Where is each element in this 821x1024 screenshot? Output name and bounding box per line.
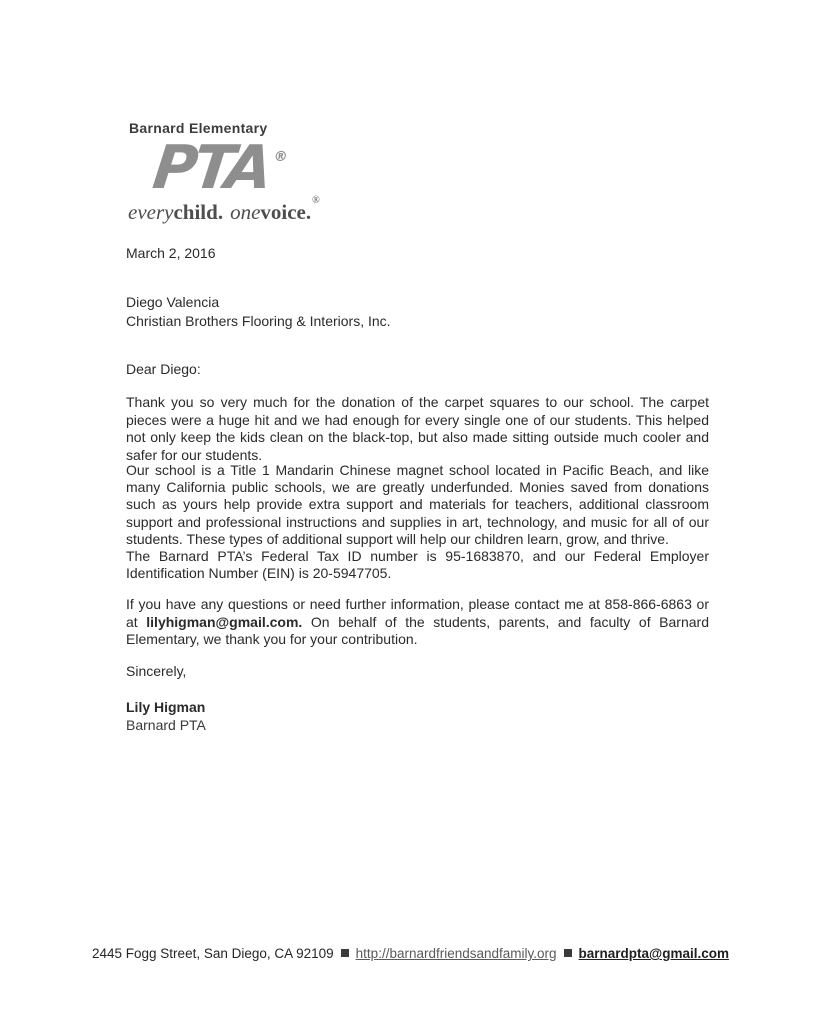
closing: Sincerely, xyxy=(126,663,187,679)
paragraph-contact xyxy=(126,596,709,649)
pta-logo-registered-mark: ® xyxy=(272,149,289,165)
recipient-name: Diego Valencia xyxy=(126,294,220,310)
tagline-every: every xyxy=(128,200,174,224)
pta-logo xyxy=(149,133,289,203)
contact-text-before: If you have any questions or need further information, please contact me at 858-866-6863 or at xyxy=(126,596,709,630)
paragraph-school-info xyxy=(126,462,709,582)
footer-address: 2445 Fogg Street, San Diego, CA 92109 xyxy=(92,946,334,961)
contact-text-after: On behalf of the students, parents, and faculty of Barnard Elementary, we thank you for your contribution. xyxy=(126,613,709,647)
tax-id-line: The Barnard PTA’s Federal Tax ID number is 95-1683870, and our Federal Employer Identification Number (EIN) is 20-5947705. xyxy=(126,548,709,582)
letterhead-org-name: Barnard Elementary xyxy=(129,120,268,136)
footer-email-link: barnardpta@gmail.com xyxy=(578,946,729,961)
signer-organization: Barnard PTA xyxy=(126,717,206,733)
footer xyxy=(0,946,821,961)
tagline-child: child. xyxy=(173,200,224,224)
paragraph-thank-you: Thank you so very much for the donation of the carpet squares to our school. The carpet pieces were a huge hit and we had enough for every single one of our students. This helped not only keep the kids clean on the black-top, but also made sitting outside much cooler and safer for our students. xyxy=(126,394,709,463)
tagline-registered-mark: ® xyxy=(312,195,320,206)
paragraph-school-info-text: Our school is a Title 1 Mandarin Chinese magnet school located in Pacific Beach, and like many California public schools, we are greatly underfunded. Monies saved from donations such as yours help provide extra support and materials for teachers, additional classroom support and professional instructions and supplies in art, technology, and music for all of our students. These types of additional support will help our children learn, grow, and thrive. xyxy=(126,462,709,547)
letter-date: March 2, 2016 xyxy=(126,245,216,261)
tagline-voice: voice. xyxy=(260,200,312,224)
tagline-one: one xyxy=(230,200,261,224)
pta-logo-text: PTA xyxy=(149,133,273,203)
footer-url-link: http://barnardfriendsandfamily.org xyxy=(355,946,557,961)
recipient-company: Christian Brothers Flooring & Interiors, Inc. xyxy=(126,312,391,329)
square-bullet-icon xyxy=(564,949,572,957)
square-bullet-icon xyxy=(341,949,349,957)
recipient-block xyxy=(126,293,709,330)
signer-name: Lily Higman xyxy=(126,699,206,715)
contact-email: lilyhigman@gmail.com. xyxy=(146,613,303,630)
salutation: Dear Diego: xyxy=(126,361,201,377)
pta-tagline xyxy=(128,197,319,224)
